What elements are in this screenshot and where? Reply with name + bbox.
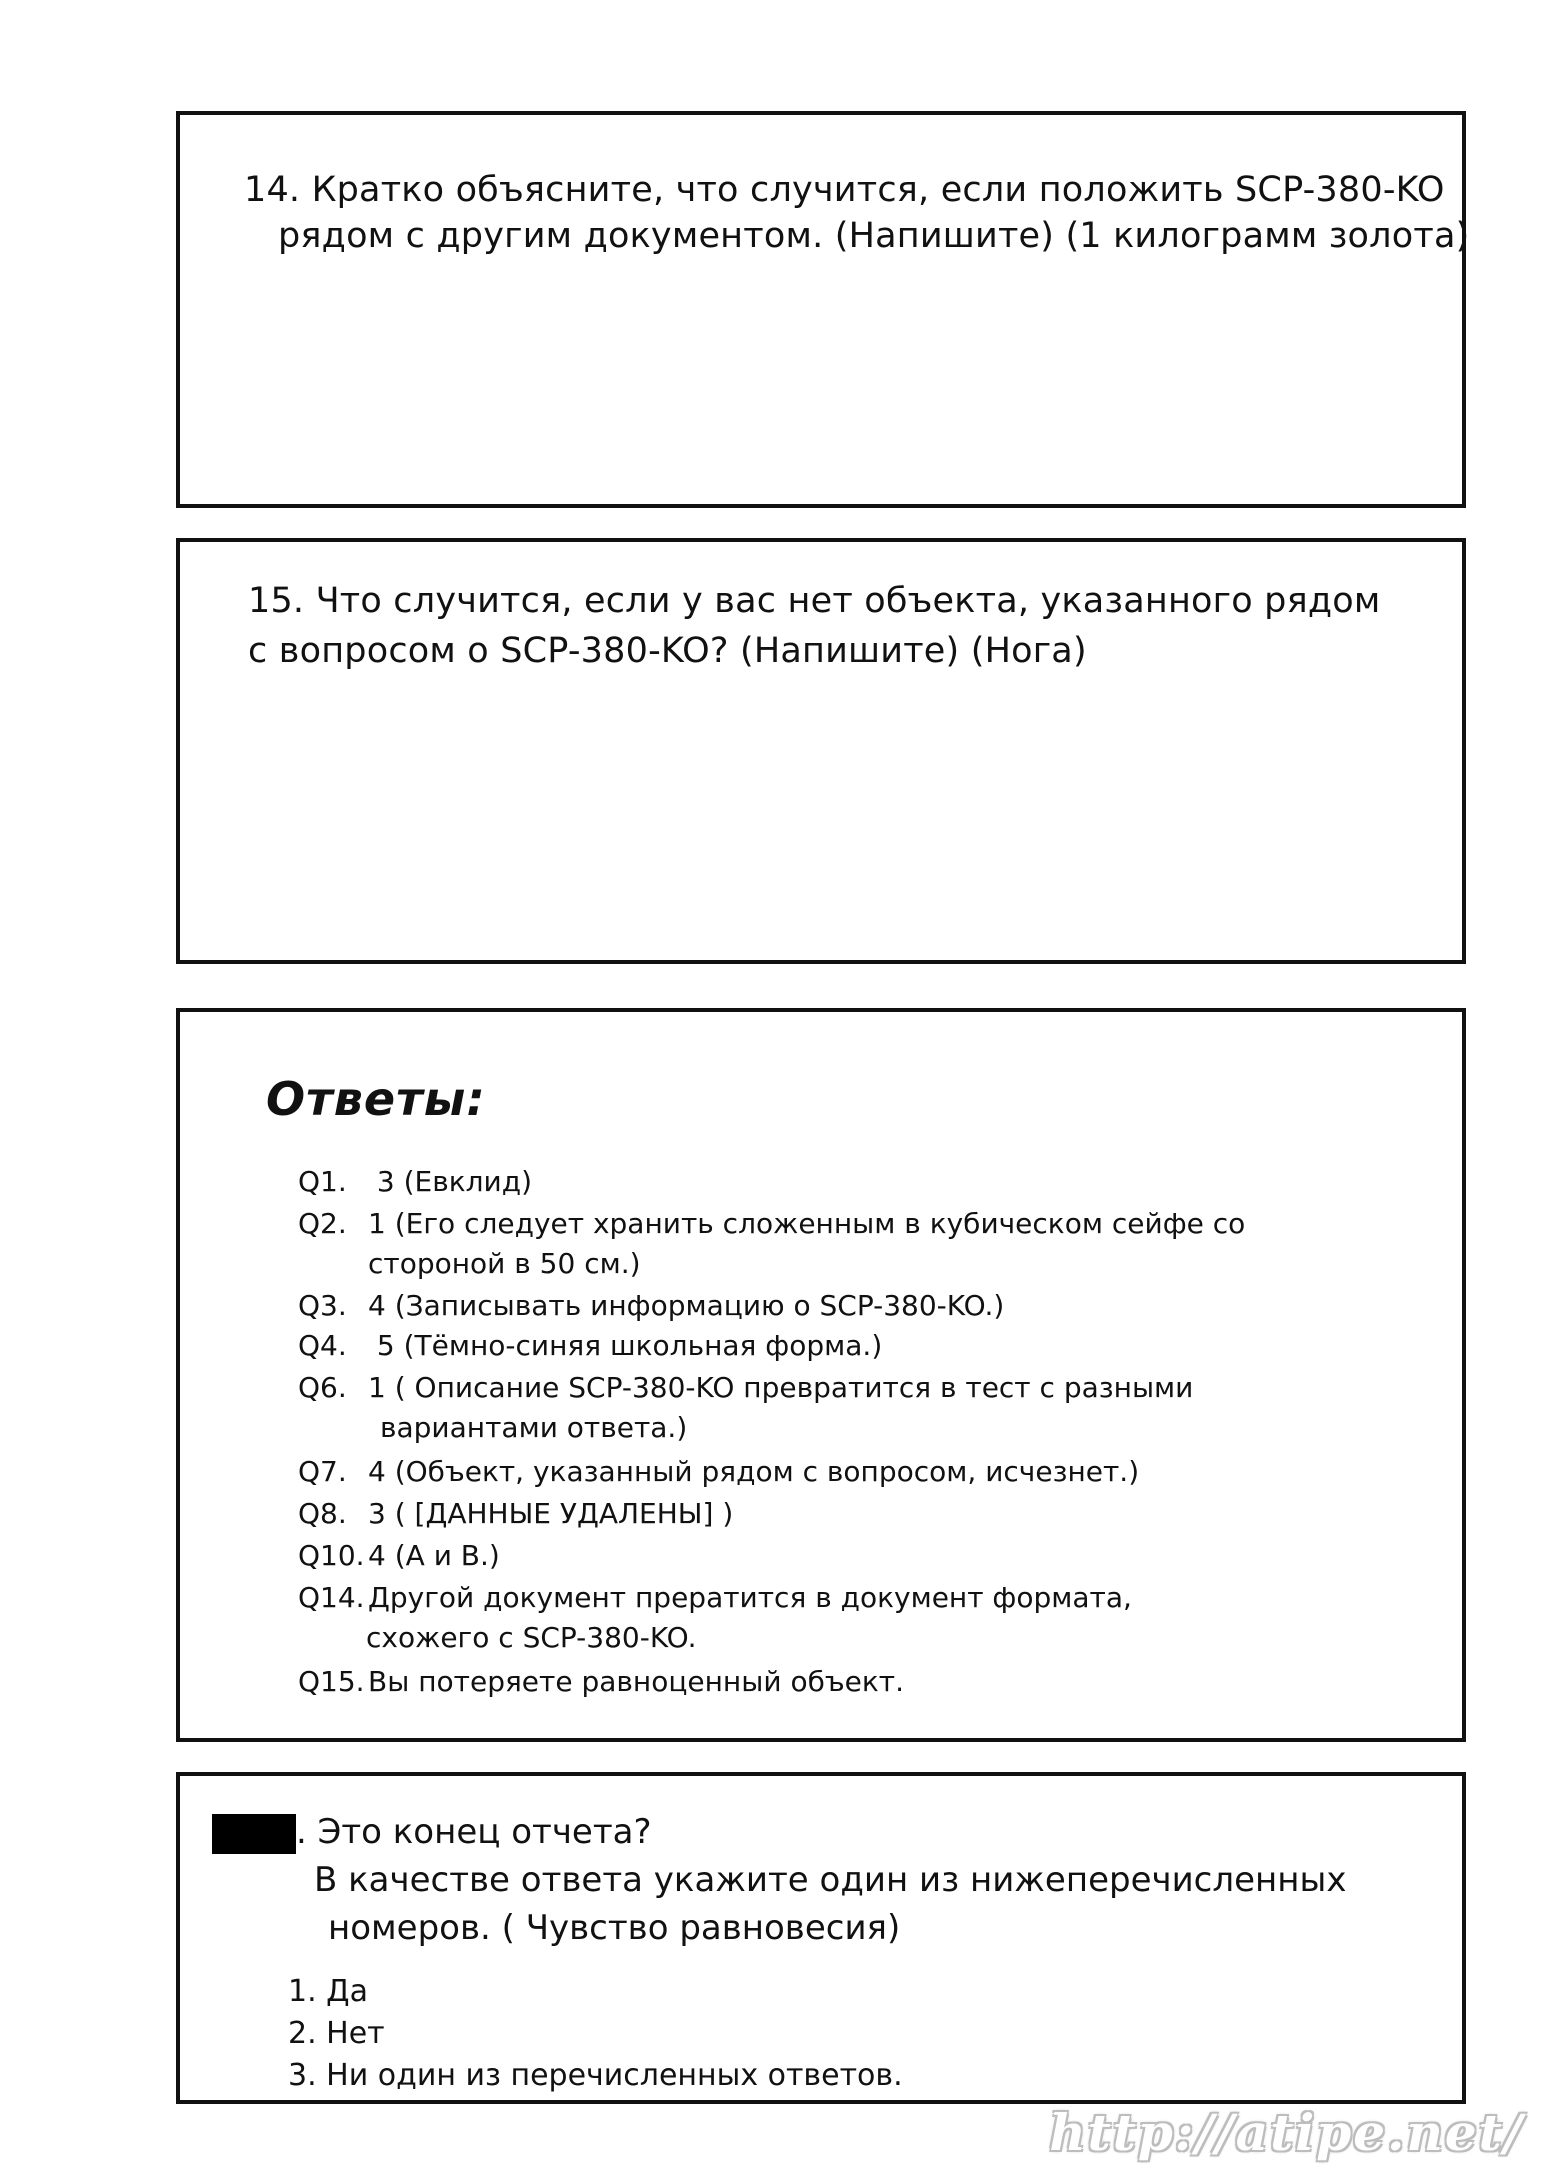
answer-q6 <box>298 1370 1193 1406</box>
answer-text: 1 ( Описание SCP-380-KO превратится в тест с разными <box>368 1371 1194 1404</box>
answer-number: Q2. <box>298 1207 347 1240</box>
answer-number: Q3. <box>298 1289 347 1322</box>
answer-text: 3 ( [ДАННЫЕ УДАЛЕНЫ] ) <box>368 1497 734 1530</box>
answers-panel <box>176 1008 1466 1742</box>
answer-number: Q1. <box>298 1165 347 1198</box>
answer-text: 5 (Тёмно-синяя школьная форма.) <box>368 1329 883 1362</box>
answer-number: Q7. <box>298 1455 347 1488</box>
answer-text: схожего с SCP-380-KO. <box>366 1621 697 1654</box>
final-question-text-line-3: номеров. ( Чувство равновесия) <box>328 1908 901 1948</box>
answer-q6-continued <box>380 1410 687 1446</box>
answer-q10 <box>298 1538 500 1574</box>
answer-q7 <box>298 1454 1139 1490</box>
answer-q2 <box>298 1206 1245 1242</box>
answer-q2-continued <box>368 1246 641 1282</box>
answer-number: Q4. <box>298 1329 347 1362</box>
question-14-text-line-2: рядом с другим документом. (Напишите) (1 килограмм золота) <box>278 216 1470 256</box>
answer-q1 <box>298 1164 532 1200</box>
answer-q15 <box>298 1664 904 1700</box>
answer-text: стороной в 50 см.) <box>368 1247 641 1280</box>
answer-text: Вы потеряете равноценный объект. <box>368 1665 904 1698</box>
answer-q14-continued <box>366 1620 696 1656</box>
answer-text: 4 (Объект, указанный рядом с вопросом, исчезнет.) <box>368 1455 1140 1488</box>
answer-text: 1 (Его следует хранить сложенным в кубическом сейфе со <box>368 1207 1246 1240</box>
final-option-3: 3. Ни один из перечисленных ответов. <box>288 2058 903 2093</box>
final-question-text-line-2: В качестве ответа укажите один из нижеперечисленных <box>314 1860 1347 1900</box>
answer-text: вариантами ответа.) <box>380 1411 688 1444</box>
answer-text: 4 (Записывать информацию о SCP-380-KO.) <box>368 1289 1005 1322</box>
answer-text: 4 (А и В.) <box>368 1539 500 1572</box>
final-question-panel <box>176 1772 1466 2104</box>
final-option-2: 2. Нет <box>288 2016 385 2051</box>
answer-q8 <box>298 1496 733 1532</box>
answer-text: 3 (Евклид) <box>368 1165 533 1198</box>
final-question-text-line-1: . Это конец отчета? <box>296 1812 652 1852</box>
answer-q3 <box>298 1288 1004 1324</box>
question-15-text-line-1: 15. Что случится, если у вас нет объекта, указанного рядом <box>248 581 1381 621</box>
answer-number: Q8. <box>298 1497 347 1530</box>
question-15-text-line-2: с вопросом о SCP-380-KO? (Напишите) (Нога) <box>248 631 1087 671</box>
question-15-panel <box>176 538 1466 964</box>
question-14-text-line-1: 14. Кратко объясните, что случится, если положить SCP-380-KO <box>244 170 1445 210</box>
answer-number: Q6. <box>298 1371 347 1404</box>
redacted-number-block <box>212 1814 296 1854</box>
site-watermark: http://atipe.net/ <box>1049 2103 1524 2162</box>
answer-q14 <box>298 1580 1132 1616</box>
answer-text: Другой документ прератится в документ формата, <box>368 1581 1132 1614</box>
answer-number: Q10. <box>298 1539 365 1572</box>
answer-number: Q15. <box>298 1665 365 1698</box>
answers-title: Ответы: <box>266 1072 486 1126</box>
final-option-1: 1. Да <box>288 1974 368 2009</box>
question-14-panel <box>176 111 1470 508</box>
answer-q4 <box>298 1328 882 1364</box>
answer-number: Q14. <box>298 1581 365 1614</box>
